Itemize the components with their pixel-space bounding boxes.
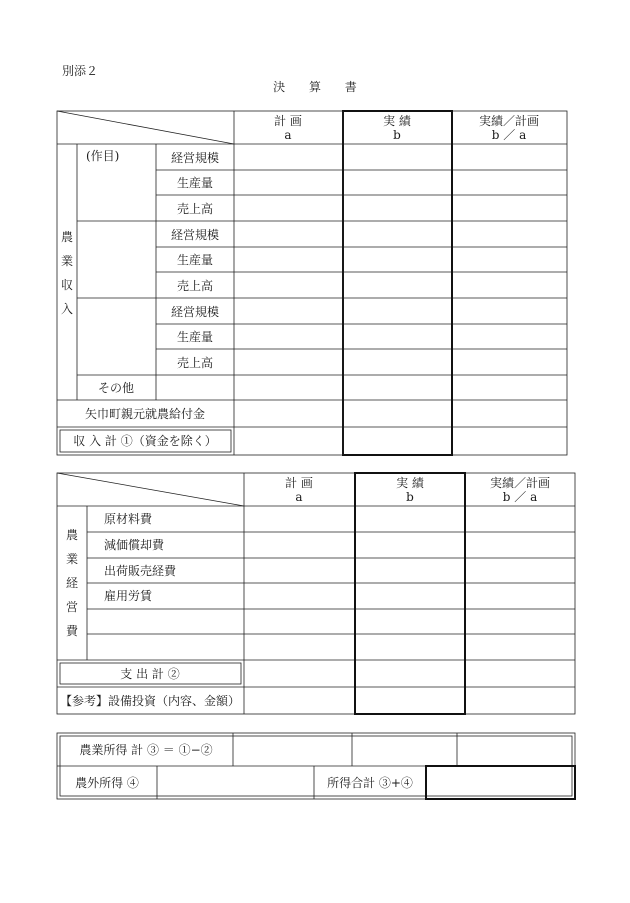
- page-title: 決 算 書: [273, 80, 367, 94]
- income-row-4: 経営規模: [170, 228, 220, 242]
- expense-row-4: 雇用労賃: [104, 589, 153, 603]
- income-row-2: 生産量: [176, 176, 214, 190]
- expense-group-char-2: 業: [65, 552, 78, 566]
- income-ratio-header: 実績／計画: [478, 114, 540, 128]
- expense-group-char-4: 営: [65, 600, 78, 614]
- expense-plan-sub: a: [295, 490, 303, 504]
- income-row-7: 経営規模: [170, 305, 220, 319]
- income-group-char-2: 業: [60, 254, 73, 268]
- income-group-char-1: 農: [60, 230, 73, 244]
- expense-reference: 【参考】設備投資（内容、金額）: [59, 694, 241, 708]
- income-row-6: 売上高: [176, 279, 214, 293]
- income-actual-header: 実 績: [383, 114, 411, 128]
- income-row-8: 生産量: [176, 330, 214, 344]
- expense-actual-header: 実 績: [396, 476, 424, 490]
- off-farm-income-label: 農外所得 ④: [75, 776, 139, 790]
- attachment-label: 別添２: [62, 64, 99, 78]
- income-row-3: 売上高: [176, 202, 214, 216]
- expense-group-char-3: 経: [65, 576, 78, 590]
- income-ratio-sub: b ／ a: [491, 128, 527, 142]
- expense-group-char-1: 農: [65, 528, 78, 542]
- expense-row-2: 減価償却費: [104, 538, 165, 552]
- expense-plan-header: 計 画: [285, 476, 313, 490]
- farm-income-label: 農業所得 計 ③ ＝ ①−②: [79, 743, 213, 757]
- income-group-char-3: 収: [60, 278, 73, 292]
- income-subsidy: 矢巾町親元就農給付金: [84, 407, 206, 421]
- income-plan-header: 計 画: [274, 114, 302, 128]
- total-income-label: 所得合計 ③+④: [327, 776, 413, 790]
- income-row-9: 売上高: [176, 356, 214, 370]
- income-other: その他: [97, 381, 135, 395]
- expense-ratio-header: 実績／計画: [489, 476, 551, 490]
- income-total: 収 入 計 ①（資金を除く）: [73, 434, 217, 448]
- expense-group-char-5: 費: [65, 624, 78, 638]
- expense-actual-sub: b: [406, 490, 414, 504]
- crop-label: (作目): [86, 149, 120, 163]
- income-row-5: 生産量: [176, 253, 214, 267]
- expense-ratio-sub: b ／ a: [502, 490, 538, 504]
- expense-row-1: 原材料費: [104, 512, 153, 526]
- income-actual-sub: b: [393, 128, 401, 142]
- expense-total: 支 出 計 ②: [120, 667, 180, 681]
- income-group-char-4: 入: [60, 302, 73, 316]
- income-row-1: 経営規模: [170, 151, 220, 165]
- expense-row-3: 出荷販売経費: [104, 564, 177, 578]
- income-plan-sub: a: [284, 128, 292, 142]
